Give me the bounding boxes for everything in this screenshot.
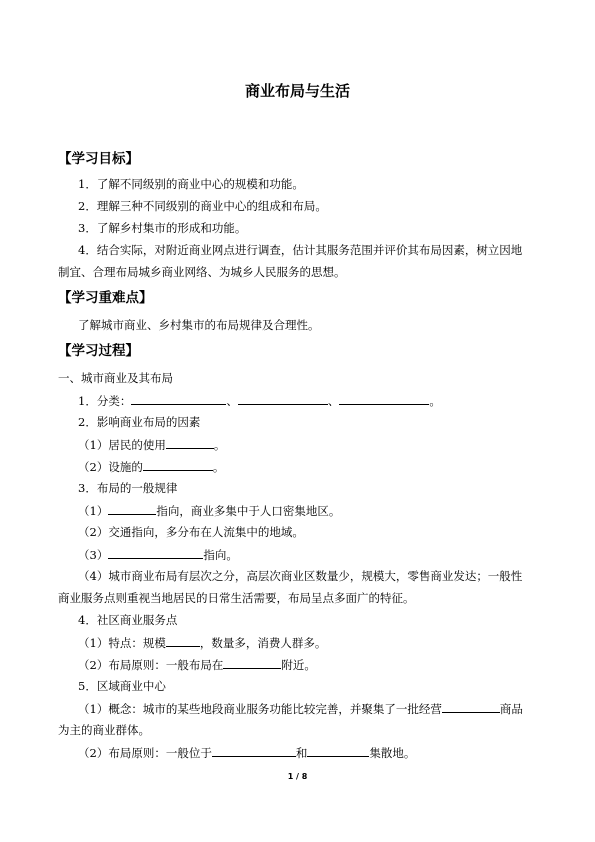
line-end: 。 xyxy=(212,460,225,474)
page-number: 1 / 8 xyxy=(287,772,308,781)
line-end: 指向，商业多集中于人口密集地区。 xyxy=(156,504,341,518)
district-1-label: （1）概念：城市的某些地段商业服务功能比较完善，并聚集了一批经营 xyxy=(78,702,442,716)
line-end: 。 xyxy=(213,438,226,452)
blank-field[interactable] xyxy=(108,502,156,515)
rule-1-label: （1） xyxy=(78,504,109,518)
district-heading: 5．区域商业中心 xyxy=(78,679,166,693)
factor-1-label: （1）居民的使用 xyxy=(78,438,166,452)
factor-1-line xyxy=(78,436,225,453)
line-end: 指向。 xyxy=(203,548,238,562)
district-2-line xyxy=(78,744,415,761)
section-heading-goals: 【学习目标】 xyxy=(58,151,139,167)
goal-item: 4．结合实际，对附近商业网点进行调查，估计其服务范围并评价其布局因素，树立因地 xyxy=(78,243,523,257)
blank-field[interactable] xyxy=(166,436,214,449)
subsection-heading: 一、城市商业及其布局 xyxy=(58,371,173,385)
community-1-label: （1）特点：规模 xyxy=(78,636,166,650)
line-end: 附近。 xyxy=(281,658,316,672)
rule-4-line-continued: 商业服务点则重视当地居民的日常生活需要，布局呈点多面广的特征。 xyxy=(58,591,415,605)
goal-item: 2．理解三种不同级别的商业中心的组成和布局。 xyxy=(78,199,327,213)
community-heading: 4．社区商业服务点 xyxy=(78,613,178,627)
classify-line xyxy=(78,392,441,409)
blank-field[interactable] xyxy=(166,634,200,647)
factor-2-line xyxy=(78,458,224,475)
rule-2-line: （2）交通指向，多分布在人流集中的地域。 xyxy=(78,525,304,539)
blank-field[interactable] xyxy=(238,392,328,405)
line-end: 商品 xyxy=(499,702,523,716)
factors-heading: 2．影响商业布局的因素 xyxy=(78,415,201,429)
line-end: 集散地。 xyxy=(369,746,416,760)
blank-field[interactable] xyxy=(339,392,429,405)
line-end: ，数量多，消费人群多。 xyxy=(199,636,327,650)
factor-2-label: （2）设施的 xyxy=(78,460,143,474)
district-1-line-continued: 为主的商业群体。 xyxy=(58,723,150,737)
rule-3-line xyxy=(78,546,238,563)
separator: 、 xyxy=(327,394,340,408)
district-2-label: （2）布局原则：一般位于 xyxy=(78,746,212,760)
rules-heading: 3．布局的一般规律 xyxy=(78,481,178,495)
classify-label: 1．分类： xyxy=(78,394,132,408)
goal-item: 3．了解乡村集市的形成和功能。 xyxy=(78,221,247,235)
page-title: 商业布局与生活 xyxy=(244,82,350,100)
blank-field[interactable] xyxy=(143,458,213,471)
rule-1-line xyxy=(78,502,340,519)
section-heading-key: 【学习重难点】 xyxy=(58,290,153,306)
community-2-label: （2）布局原则：一般布局在 xyxy=(78,658,224,672)
district-1-line xyxy=(78,700,523,717)
blank-field[interactable] xyxy=(442,700,500,713)
rule-3-label: （3） xyxy=(78,548,109,562)
connector: 和 xyxy=(295,746,308,760)
goal-item: 1．了解不同级别的商业中心的规模和功能。 xyxy=(78,177,304,191)
community-1-line xyxy=(78,634,326,651)
line-end: 。 xyxy=(429,394,441,408)
blank-field[interactable] xyxy=(223,656,281,669)
blank-field[interactable] xyxy=(212,744,296,757)
goal-item-continued: 制宜、合理布局城乡商业网络、为城乡人民服务的思想。 xyxy=(58,265,346,279)
section-heading-process: 【学习过程】 xyxy=(58,343,139,359)
blank-field[interactable] xyxy=(108,546,203,559)
separator: 、 xyxy=(226,394,238,408)
blank-field[interactable] xyxy=(307,744,369,757)
rule-4-line: （4）城市商业布局有层次之分，高层次商业区数量少，规模大，零售商业发达；一般性 xyxy=(78,569,523,583)
key-points-text: 了解城市商业、乡村集市的布局规律及合理性。 xyxy=(78,318,320,332)
community-2-line xyxy=(78,656,316,673)
blank-field[interactable] xyxy=(131,392,226,405)
